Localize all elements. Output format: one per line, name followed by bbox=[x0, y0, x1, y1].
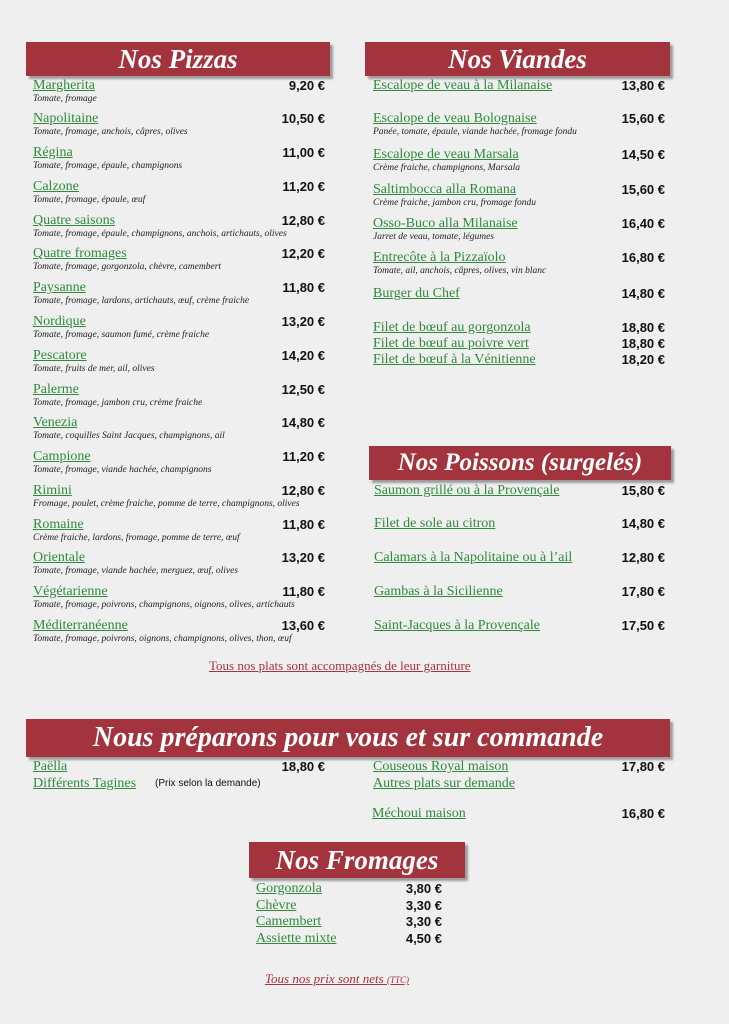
item-price: 12,50 € bbox=[281, 382, 325, 397]
item-price: 14,80 € bbox=[621, 516, 665, 531]
menu-item bbox=[373, 216, 665, 244]
menu-item bbox=[374, 483, 665, 511]
item-price: 17,50 € bbox=[621, 618, 665, 633]
item-name: Chèvre bbox=[256, 898, 297, 913]
item-name: Assiette mixte bbox=[256, 931, 337, 946]
item-name: Escalope de veau Marsala bbox=[373, 147, 519, 162]
item-description: Jarret de veau, tomate, légumes bbox=[373, 232, 494, 242]
item-name: Saltimbocca alla Romana bbox=[373, 182, 517, 197]
item-price: 15,60 € bbox=[621, 182, 665, 197]
menu-item bbox=[374, 516, 665, 544]
item-name: Margherita bbox=[33, 78, 95, 93]
item-name: Palerme bbox=[33, 382, 79, 397]
item-price: 18,80 € bbox=[621, 336, 665, 351]
item-description: Tomate, fromage, jambon cru, crème fraiche bbox=[33, 398, 203, 408]
item-price: 11,20 € bbox=[282, 179, 325, 194]
item-name: Escalope de veau à la Milanaise bbox=[373, 78, 553, 93]
menu-item bbox=[33, 246, 325, 274]
item-price: 9,20 € bbox=[288, 78, 325, 93]
menu-item bbox=[374, 584, 665, 612]
menu-item-couscous bbox=[373, 759, 665, 775]
item-description: Tomate, fromage, poivrons, champignons, oignons, olives, artichauts bbox=[33, 600, 295, 610]
item-name: Filet de sole au citron bbox=[374, 516, 496, 531]
menu-item bbox=[33, 111, 325, 139]
menu-item-mechoui bbox=[372, 806, 665, 822]
item-name: Filet de bœuf à la Vénitienne bbox=[373, 352, 536, 367]
item-price: 11,00 € bbox=[282, 145, 325, 160]
menu-item bbox=[33, 483, 325, 511]
item-name: Pescatore bbox=[33, 348, 87, 363]
item-name: Calzone bbox=[33, 179, 79, 194]
item-price: 11,80 € bbox=[282, 280, 325, 295]
item-price: 3,30 € bbox=[405, 914, 442, 929]
item-description: Tomate, fromage, anchois, câpres, olives bbox=[33, 127, 188, 137]
poissons-title: Nos Poissons (surgelés) bbox=[397, 449, 643, 476]
item-price: 18,80 € bbox=[281, 759, 325, 774]
item-price: 14,20 € bbox=[281, 348, 325, 363]
item-description: Panée, tomate, épaule, viande hachée, fromage fondu bbox=[373, 127, 577, 137]
item-price: 18,80 € bbox=[621, 320, 665, 335]
item-name: Venezia bbox=[33, 415, 78, 430]
item-name: Filet de bœuf au poivre vert bbox=[373, 336, 529, 351]
menu-item bbox=[33, 415, 325, 443]
item-price: 10,50 € bbox=[281, 111, 325, 126]
pizzas-banner bbox=[26, 42, 330, 76]
menu-item bbox=[33, 280, 325, 308]
item-name: Méchoui maison bbox=[372, 806, 466, 821]
item-price: 11,20 € bbox=[282, 449, 325, 464]
item-name: Gambas à la Sicilienne bbox=[374, 584, 503, 599]
item-price: 16,40 € bbox=[621, 216, 665, 231]
item-name: Nordique bbox=[33, 314, 86, 329]
menu-item bbox=[33, 348, 325, 376]
item-name: Végétarienne bbox=[33, 584, 108, 599]
item-price: 18,20 € bbox=[621, 352, 665, 367]
menu-item bbox=[373, 182, 665, 210]
menu-item bbox=[33, 213, 325, 241]
item-name: Différents Tagines bbox=[33, 776, 137, 791]
item-name: Rimini bbox=[33, 483, 72, 498]
item-price: 14,50 € bbox=[621, 147, 665, 162]
item-description: Tomate, fruits de mer, ail, olives bbox=[33, 364, 155, 374]
item-name: Escalope de veau Bolognaise bbox=[373, 111, 537, 126]
garniture-note: Tous nos plats sont accompagnés de leur garniture bbox=[209, 658, 471, 673]
menu-item bbox=[33, 314, 325, 342]
footer-ttc: (TTC) bbox=[386, 975, 409, 985]
item-price: 12,20 € bbox=[281, 246, 325, 261]
item-price: 12,80 € bbox=[281, 213, 325, 228]
menu-item bbox=[374, 618, 665, 646]
item-price: 3,80 € bbox=[405, 881, 442, 896]
item-description: Tomate, fromage, saumon fumé, crème fraiche bbox=[33, 330, 210, 340]
menu-item bbox=[33, 449, 325, 477]
menu-item-autres bbox=[373, 776, 665, 792]
poissons-banner bbox=[369, 446, 671, 480]
item-price: 17,80 € bbox=[621, 759, 665, 774]
item-description: Tomate, fromage, gorgonzola, chèvre, camembert bbox=[33, 262, 222, 272]
item-name: Méditerranéenne bbox=[33, 618, 128, 633]
item-name: Orientale bbox=[33, 550, 86, 565]
menu-item bbox=[33, 78, 325, 106]
menu-item bbox=[33, 382, 325, 410]
menu-item bbox=[374, 550, 665, 578]
item-price: 13,20 € bbox=[281, 314, 325, 329]
item-name: Saumon grillé ou à la Provençale bbox=[374, 483, 560, 498]
item-description: Tomate, fromage, lardons, artichauts, œuf, crème fraiche bbox=[33, 296, 250, 306]
item-name: Gorgonzola bbox=[256, 881, 322, 896]
item-description: Tomate, fromage, viande hachée, champignons bbox=[33, 465, 212, 475]
menu-item-paella bbox=[33, 759, 325, 775]
item-price: 14,80 € bbox=[281, 415, 325, 430]
item-description: Tomate, ail, anchois, câpres, olives, vin blanc bbox=[373, 266, 547, 276]
item-name: Quatre fromages bbox=[33, 246, 127, 261]
item-name: Osso-Buco alla Milanaise bbox=[373, 216, 518, 231]
item-price: 14,80 € bbox=[621, 286, 665, 301]
item-name: Couseous Royal maison bbox=[373, 759, 509, 774]
item-name: Camembert bbox=[256, 914, 322, 929]
item-price: 13,20 € bbox=[281, 550, 325, 565]
item-price: 17,80 € bbox=[621, 584, 665, 599]
item-name: Régina bbox=[33, 145, 73, 160]
footer-note bbox=[265, 971, 409, 987]
item-name: Napolitaine bbox=[33, 111, 99, 126]
item-description: Tomate, fromage, épaule, champignons bbox=[33, 161, 183, 171]
item-description: Tomate, fromage, viande hachée, merguez, œuf, olives bbox=[33, 566, 239, 576]
item-name: Filet de bœuf au gorgonzola bbox=[373, 320, 531, 335]
item-description: Tomate, coquilles Saint Jacques, champignons, ail bbox=[33, 431, 225, 441]
item-description: Crème fraiche, jambon cru, fromage fondu bbox=[373, 198, 536, 208]
menu-item bbox=[33, 550, 325, 578]
menu-item bbox=[373, 78, 665, 106]
item-name: Entrecôte à la Pizzaïolo bbox=[373, 250, 506, 265]
menu-item bbox=[33, 145, 325, 173]
item-name: Burger du Chef bbox=[373, 286, 460, 301]
item-description: Fromage, poulet, crème fraiche, pomme de terre, champignons, olives bbox=[33, 499, 300, 509]
item-price: 4,50 € bbox=[405, 931, 442, 946]
item-description: Crème fraiche, champignons, Marsala bbox=[373, 163, 520, 173]
commande-title: Nous préparons pour vous et sur commande bbox=[92, 722, 604, 753]
item-price: 11,80 € bbox=[282, 584, 325, 599]
fromages-title: Nos Fromages bbox=[275, 845, 439, 875]
item-price: 15,60 € bbox=[621, 111, 665, 126]
menu-item bbox=[373, 286, 665, 314]
item-name: Campione bbox=[33, 449, 91, 464]
item-name: Calamars à la Napolitaine ou à l’ail bbox=[374, 550, 573, 565]
item-name: Romaine bbox=[33, 517, 84, 532]
item-name: Saint-Jacques à la Provençale bbox=[374, 618, 540, 633]
item-price: 16,80 € bbox=[621, 250, 665, 265]
menu-item bbox=[33, 618, 325, 646]
fromages-banner bbox=[249, 842, 465, 878]
item-description: Tomate, fromage, épaule, œuf bbox=[33, 195, 146, 205]
menu-item bbox=[256, 931, 442, 959]
item-price: 16,80 € bbox=[621, 806, 665, 821]
viandes-banner bbox=[365, 42, 670, 76]
footer-note-text: Tous nos prix sont nets bbox=[265, 971, 384, 986]
pizzas-title: Nos Pizzas bbox=[118, 44, 238, 74]
menu-item bbox=[373, 147, 665, 175]
item-name: Paysanne bbox=[33, 280, 86, 295]
item-name: Quatre saisons bbox=[33, 213, 116, 228]
item-price: 13,80 € bbox=[621, 78, 665, 93]
item-price: 12,80 € bbox=[621, 550, 665, 565]
item-price: 11,80 € bbox=[282, 517, 325, 532]
item-price: 15,80 € bbox=[621, 483, 665, 498]
menu-item-tagines bbox=[33, 776, 325, 792]
item-name: Paëlla bbox=[33, 759, 68, 774]
commande-banner bbox=[26, 719, 670, 757]
menu-item bbox=[33, 584, 325, 612]
item-description: Crème fraiche, lardons, fromage, pomme de terre, œuf bbox=[33, 533, 240, 543]
item-name: Autres plats sur demande bbox=[373, 776, 515, 791]
viandes-title: Nos Viandes bbox=[448, 44, 587, 74]
item-price: 13,60 € bbox=[281, 618, 325, 633]
item-price: 3,30 € bbox=[405, 898, 442, 913]
item-price: 12,80 € bbox=[281, 483, 325, 498]
item-description: Tomate, fromage bbox=[33, 94, 97, 104]
price-note: (Prix selon la demande) bbox=[155, 778, 261, 789]
menu-item bbox=[373, 250, 665, 278]
item-description: Tomate, fromage, poivrons, oignons, champignons, olives, thon, œuf bbox=[33, 634, 292, 644]
menu-item bbox=[33, 517, 325, 545]
menu-item bbox=[373, 111, 665, 139]
menu-item bbox=[373, 352, 665, 380]
item-description: Tomate, fromage, épaule, champignons, anchois, artichauts, olives bbox=[33, 229, 287, 239]
menu-item bbox=[33, 179, 325, 207]
